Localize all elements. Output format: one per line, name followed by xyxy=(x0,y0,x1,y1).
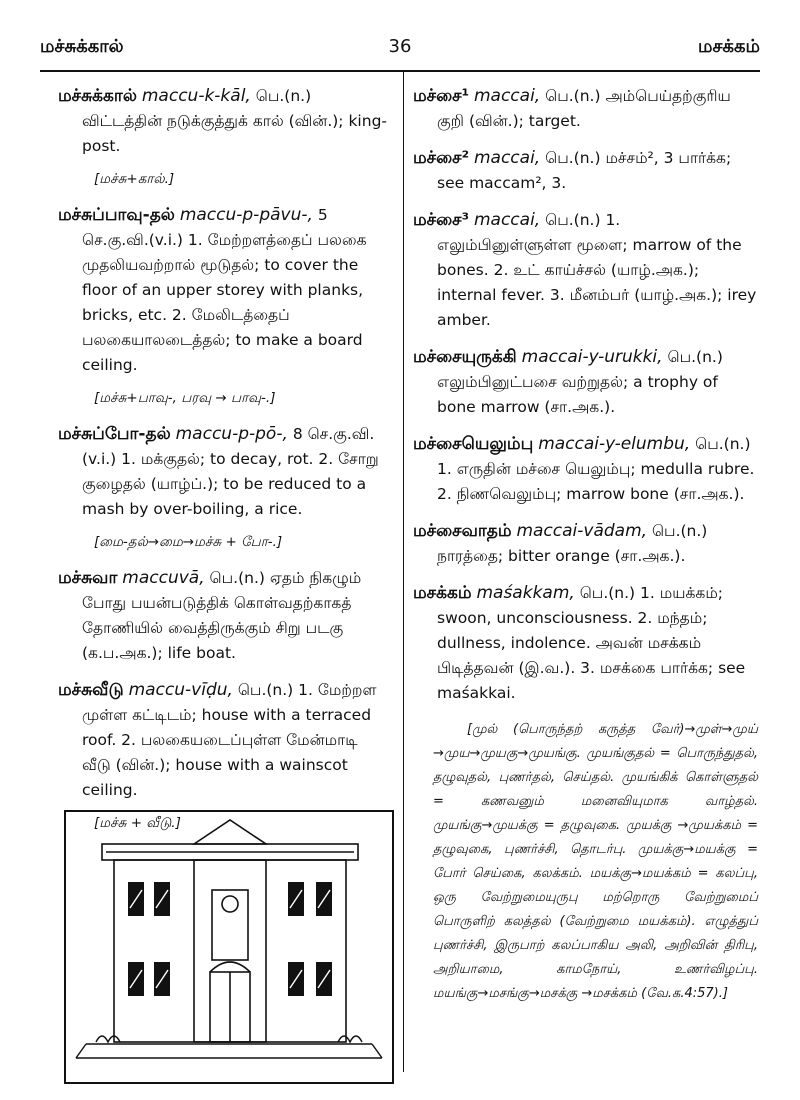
entry-body: பெ.(n.) 1. மயக்கம்; swoon, unconsciousness. 2. மந்தம்; dullness, indolence. அவன் மசக்கம் பிடித்தவன் (இ.வ.). 3. மசக்கை பார்க்க; see maśakkai. xyxy=(437,584,746,702)
transliteration: maccu-p-pō-, xyxy=(175,424,288,444)
etymology: [மச்சு + வீடு.] xyxy=(94,815,181,831)
transliteration: maccai, xyxy=(473,86,541,106)
etymology-paragraph: [முல் (பொருந்தற் கருத்த வேர்)→முள்→முய் →முய→முயகு→முயங்கு. முயங்குதல் = பொருந்துதல், தழுவுதல், புணர்தல், செய்தல். முயங்கிக் கொள்ளுதல் = கணவனும் மனைவியுமாக வாழ்தல். முயங்கு→முயக்கு = தழுவுகை. முயக்கு →முயக்கம் = தழுவுகை, புணர்ச்சி, தொடர்பு. முயக்கு→மயக்கு = போர் செய்கை, கலக்கம். மயக்கு→மயக்கம் = கலப்பு, ஒரு வேற்றுமையுருபு மற்றொரு வேற்றுமைப் பொருளிற் கலத்தல் (வேற்றுமை மயக்கம்). எழுத்துப் புணர்ச்சி, இருபாற் கலப்பாகிய அலி, அறிவின் திரிபு, அறியாமை, காமநோய், உணர்விழப்பு. மயங்கு→மசங்கு→மசக்கு →மசக்கம் (வே.க.4:57).] xyxy=(433,722,758,1001)
entry-body: பெ.(n.) ஏதம் நிகழும் போது பயன்படுத்திக் கொள்வதற்காகத் தோணியில் வைத்திருக்கும் சிறு படகு (க.ப.அக.); life boat. xyxy=(82,569,362,662)
transliteration: maccu-vīḍu, xyxy=(128,680,233,700)
house-illustration xyxy=(64,810,394,1084)
right-column xyxy=(413,84,758,1006)
entry-body: பெ.(n.) நாரத்தை; bitter orange (சா.அக.). xyxy=(437,522,708,565)
headword: மச்சுவா xyxy=(58,568,118,588)
entry-body: பெ.(n.) அம்பெய்தற்குரிய குறி (வின்.); target. xyxy=(437,87,731,130)
dictionary-entry xyxy=(413,432,758,507)
entry-body: பெ.(n.) விட்டத்தின் நடுக்குத்துக் கால் (வின்.); king-post. xyxy=(82,87,387,155)
dictionary-entry xyxy=(58,678,391,803)
dictionary-entry xyxy=(413,146,758,196)
page-number: 36 xyxy=(388,36,412,57)
dictionary-entry xyxy=(58,203,391,378)
entry-body: பெ.(n.) 1. மேற்றள முள்ள கட்டிடம்; house with a terraced roof. 2. பலகையடைப்புள்ள மேன்மாடி வீடு (வின்.); house with a wainscot ceiling. xyxy=(82,681,377,799)
headword: மச்சைவாதம் xyxy=(413,521,512,541)
transliteration: maccuvā, xyxy=(122,568,205,588)
transliteration: maśakkam, xyxy=(476,583,575,603)
dictionary-entry xyxy=(413,84,758,134)
header-rule xyxy=(40,70,760,72)
headword: மச்சுப்பாவு-தல் xyxy=(58,205,175,225)
headword: மச்சுப்போ-தல் xyxy=(58,424,171,444)
headword: மச்சை¹ xyxy=(413,86,470,106)
headword: மச்சை² xyxy=(413,148,470,168)
dictionary-entry xyxy=(413,345,758,420)
entry-body: 5 செ.கு.வி.(v.i.) 1. மேற்றளத்தைப் பலகை முதலியவற்றால் மூடுதல்; to cover the floor of an upper storey with planks, bricks, etc. 2. மேலிடத்தைப் பலகையாலடைத்தல்; to make a board ceiling. xyxy=(82,206,367,374)
headword: மச்சுக்கால் xyxy=(58,86,137,106)
transliteration: maccai-y-elumbu, xyxy=(538,434,691,454)
entry-body: பெ.(n.) மச்சம்², 3 பார்க்க; see maccam², 3. xyxy=(437,149,732,192)
column-divider xyxy=(403,72,404,1072)
running-head-right: மசக்கம் xyxy=(698,36,760,57)
dictionary-entry xyxy=(58,84,391,159)
headword: மச்சை³ xyxy=(413,210,470,230)
running-head-left: மச்சுக்கால் xyxy=(40,36,124,57)
transliteration: maccu-p-pāvu-, xyxy=(179,205,313,225)
entry-body: பெ.(n.) எலும்பினுட்பசை வற்றுதல்; a trophy of bone marrow (சா.அக.). xyxy=(437,348,723,416)
entry-body: பெ.(n.) 1. எருதின் மச்சை யெலும்பு; medulla rubre. 2. நிணவெலும்பு; marrow bone (சா.அக.). xyxy=(437,435,755,503)
left-column xyxy=(58,84,391,847)
house-drawing xyxy=(66,812,392,1082)
transliteration: maccai, xyxy=(473,210,541,230)
etymology: [மச்சு+பாவு-, பரவு → பாவு-.] xyxy=(94,390,276,406)
headword: மச்சுவீடு xyxy=(58,680,124,700)
etymology: [மச்சு+கால்.] xyxy=(94,171,175,187)
transliteration: maccai, xyxy=(473,148,541,168)
entry-body: பெ.(n.) 1. எலும்பினுள்ளுள்ள மூளை; marrow of the bones. 2. உட் காய்ச்சல் (யாழ்.அக.); internal fever. 3. மீனம்பர் (யாழ்.அக.); irey amber. xyxy=(437,211,757,329)
dictionary-entry xyxy=(413,581,758,706)
dictionary-entry xyxy=(58,422,391,522)
dictionary-entry xyxy=(58,566,391,666)
headword: மசக்கம் xyxy=(413,583,472,603)
dictionary-entry xyxy=(413,519,758,569)
headword: மச்சையுருக்கி xyxy=(413,347,517,367)
dictionary-entry xyxy=(413,208,758,333)
etymology: [மை-தல்→மை→மச்சு + போ-.] xyxy=(94,534,283,550)
entry-body: 8 செ.கு.வி. (v.i.) 1. மக்குதல்; to decay, rot. 2. சோறு குழைதல் (யாழ்ப்.); to be reduced to a mash by over-boiling, a rice. xyxy=(82,425,379,518)
transliteration: maccai-vādam, xyxy=(516,521,648,541)
transliteration: maccai-y-urukki, xyxy=(521,347,663,367)
page-header xyxy=(40,36,760,66)
transliteration: maccu-k-kāl, xyxy=(141,86,251,106)
headword: மச்சையெலும்பு xyxy=(413,434,534,454)
